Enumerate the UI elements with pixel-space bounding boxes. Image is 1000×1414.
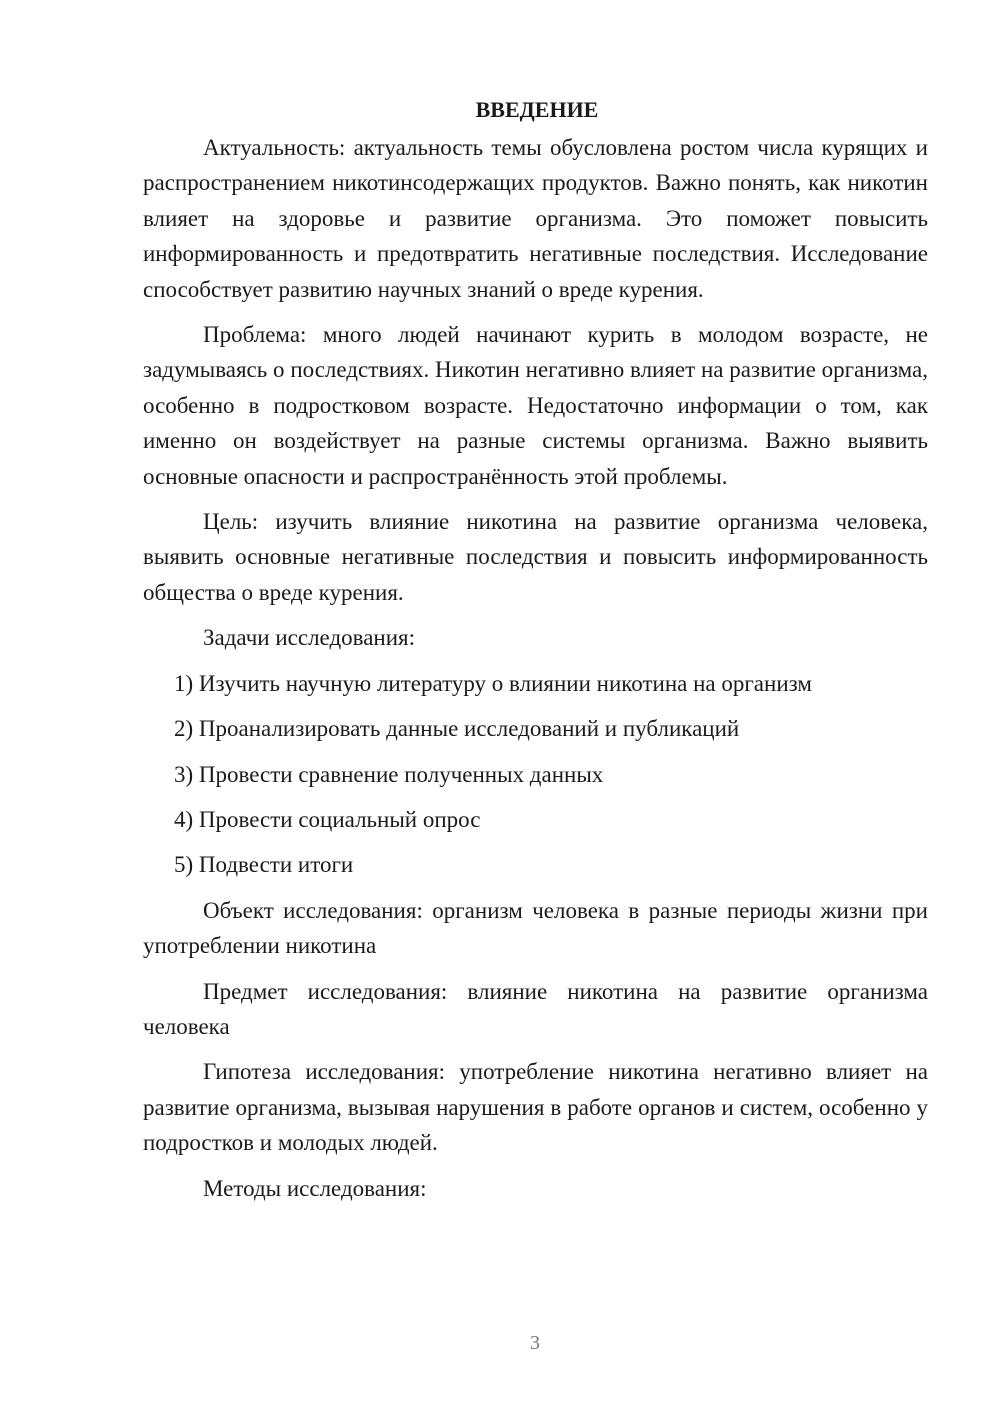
list-item: 3) Провести сравнение полученных данных [174,761,604,787]
page-content [143,92,928,1216]
paragraph-hypothesis: Гипотеза исследования: употребление никотина негативно влияет на развитие организма, вызывая нарушения в работе органов и систем, особенно у подростков и молодых людей. [143,1059,928,1156]
section-heading: ВВЕДЕНИЕ [475,97,599,122]
methods-title: Методы исследования: [203,1175,427,1201]
paragraph-relevance: Актуальность: актуальность темы обусловлена ростом числа курящих и распространением никотинсодержащих продуктов. Важно понять, как никотин влияет на здоровье и развитие организма. Это поможет повысить информированность и предотвратить негативные последствия. Исследование способствует развитию научных знаний о вреде курения. [143,135,928,302]
paragraph-object: Объект исследования: организм человека в разные периоды жизни при употреблении никотина [143,897,928,959]
tasks-list [143,666,928,883]
paragraph-subject: Предмет исследования: влияние никотина на развитие организма человека [143,978,928,1039]
page-number: 3 [530,1332,540,1354]
list-item: 4) Провести социальный опрос [174,806,481,832]
tasks-title: Задачи исследования: [203,625,416,651]
list-item: 1) Изучить научную литературу о влиянии никотина на организм [174,670,812,696]
paragraph-goal: Цель: изучить влияние никотина на развитие организма человека, выявить основные негативные последствия и повысить информированность общества о вреде курения. [143,509,928,605]
paragraph-problem: Проблема: много людей начинают курить в молодом возрасте, не задумываясь о последствиях. Никотин негативно влияет на развитие организма, особенно в подростковом возрасте. Недостаточно информации о том, как именно он воздействует на разные системы организма. Важно выявить основные опасности и распространённость этой проблемы. [143,322,928,489]
list-item: 2) Проанализировать данные исследований и публикаций [174,716,740,742]
list-item: 5) Подвести итоги [174,852,354,878]
